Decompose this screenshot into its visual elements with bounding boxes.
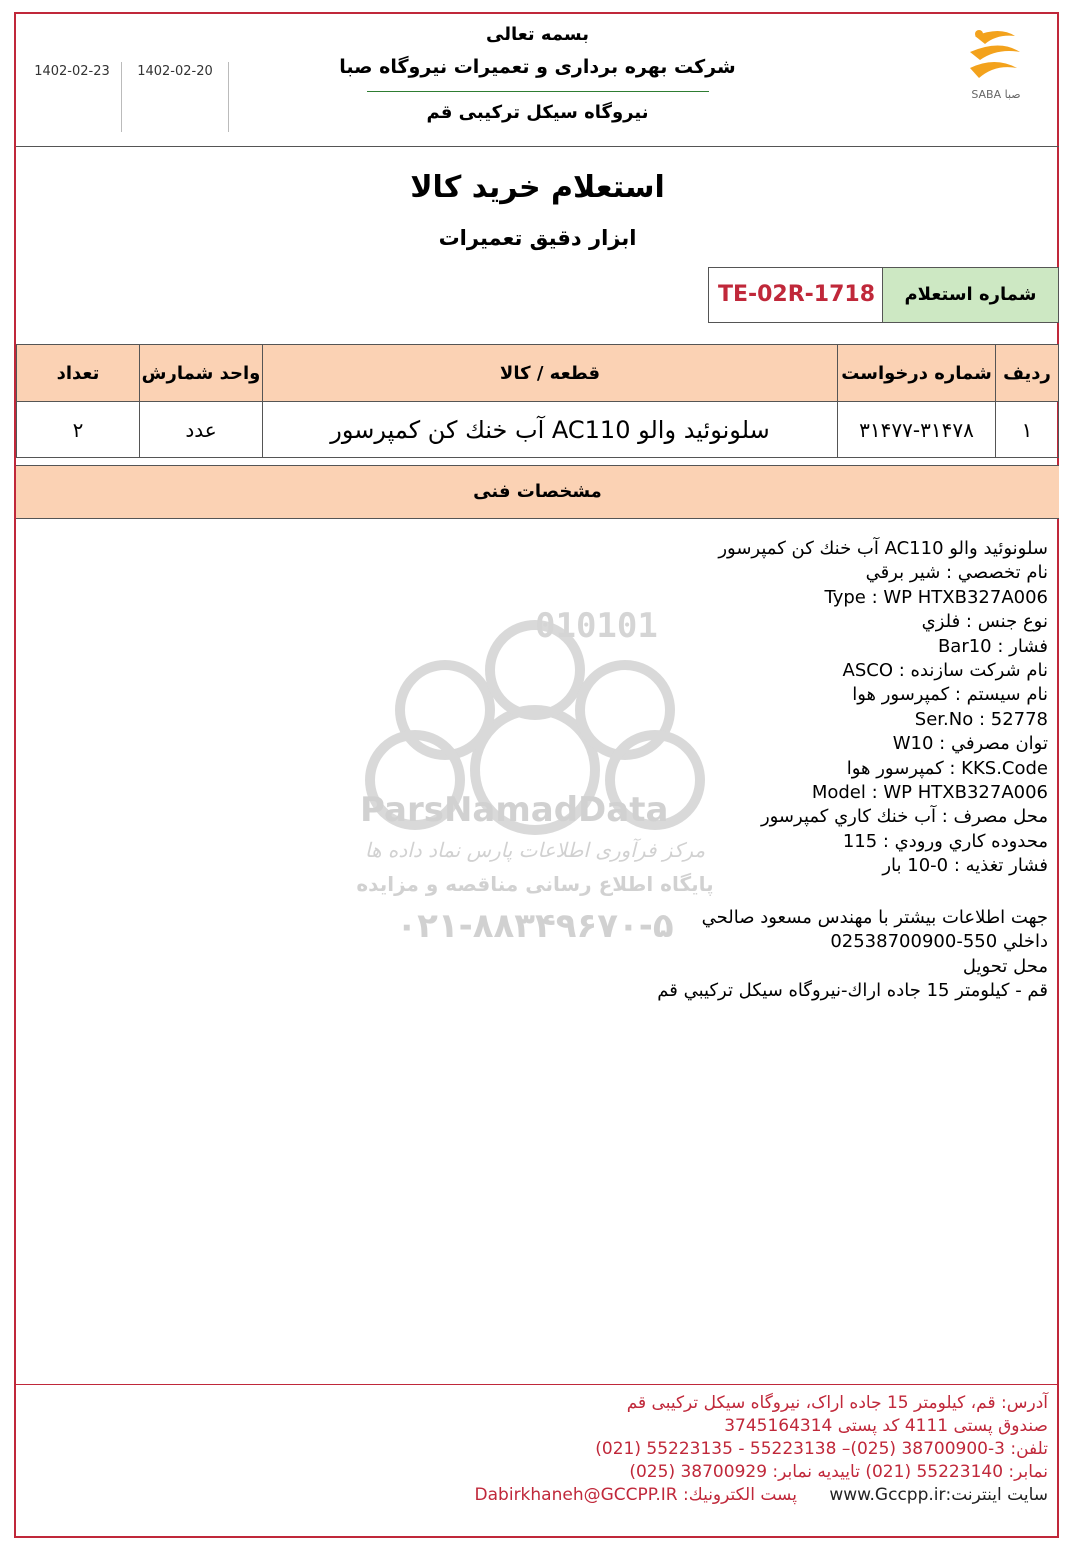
footer <box>288 1392 1048 1507</box>
contact-line: محل تحويل <box>962 955 1048 977</box>
spec-line: نام سيستم : كمپرسور هوا <box>852 684 1048 706</box>
col-row: ردیف <box>996 345 1059 402</box>
spec-line: Ser.No : 52778 <box>914 708 1048 730</box>
items-table <box>16 344 1059 458</box>
spec-line: محل مصرف : آب خنك كاري كمپرسور <box>760 806 1048 828</box>
spec-line: نوع جنس : فلزي <box>921 611 1048 633</box>
specs-list <box>348 537 1048 879</box>
cell-qty: ۲ <box>17 402 140 458</box>
plant-name: نیروگاه سیکل ترکیبی قم <box>426 102 649 123</box>
footer-fax: نمابر: 55223140 (021) تاییدیه نمابر: 38700929 (025) <box>629 1462 1048 1482</box>
footer-address: آدرس: قم، کیلومتر 15 جاده اراک، نیروگاه سیکل ترکیبی قم <box>626 1393 1048 1413</box>
footer-email-link[interactable]: پست الکترونیك: Dabirkhaneh@GCCPP.IR <box>474 1485 797 1505</box>
watermark-line1: مرکز فرآوری اطلاعات پارس نماد داده ها <box>364 838 706 862</box>
contact-line: داخلي 550-02538700900 <box>830 931 1048 953</box>
spec-line: محدوده كاري ورودي : 115 <box>842 830 1048 852</box>
watermark-phone: ۰۲۱-۸۸۳۴۹۶۷۰-۵ <box>396 906 674 946</box>
footer-website-link[interactable]: سایت اینترنت:www.Gccpp.ir <box>829 1485 1048 1505</box>
watermark-digits: 010101 <box>535 606 658 646</box>
col-unit: واحد شمارش <box>140 345 263 402</box>
footer-phone: تلفن: 3-38700900 (025)– 55223138 - 55223135 (021) <box>595 1439 1048 1459</box>
spec-line: Model : WP HTXB327A006 <box>811 782 1048 804</box>
cell-item: سلونوئید والو AC110 آب خنك كن كمپرسور <box>263 402 838 458</box>
date-secondary: 1402-02-23 <box>34 64 110 79</box>
spec-line: KKS.Code : كمپرسور هوا <box>846 757 1048 779</box>
basmala: بسمه تعالی <box>486 24 589 45</box>
specs-heading: مشخصات فنی <box>16 465 1059 519</box>
spec-line: فشار تغذيه : 0-10 بار <box>882 855 1048 877</box>
watermark-brand: ParsNamadData <box>360 790 669 830</box>
contact-line: قم - كيلومتر 15 جاده اراك-نيروگاه سيكل تركيبي قم <box>657 980 1048 1002</box>
inquiry-number: TE-02R-1718 <box>717 282 876 307</box>
watermark-line2: پایگاه اطلاع رسانی مناقصه و مزایده <box>356 872 714 896</box>
table-header-row <box>17 345 1059 402</box>
spec-line: سلونوئید والو AC110 آب خنك كن كمپرسور <box>718 538 1048 559</box>
inquiry-box <box>708 267 1059 323</box>
spec-line: Type : WP HTXB327A006 <box>824 586 1048 608</box>
footer-pobox: صندوق پستی 4111 کد پستی 3745164314 <box>724 1416 1048 1436</box>
spec-line: فشار : Bar10 <box>937 635 1048 657</box>
contact-line: جهت اطلاعات بيشتر با مهندس مسعود صالحي <box>701 907 1048 928</box>
col-item: قطعه / کالا <box>263 345 838 402</box>
col-request-number: شماره درخواست <box>838 345 996 402</box>
inquiry-label: شماره استعلام <box>882 268 1058 322</box>
header-divider <box>16 146 1059 147</box>
page-subtitle: ابزار دقیق تعمیرات <box>438 226 637 250</box>
spec-line: نام تخصصي : شير برقي <box>865 562 1048 584</box>
date-primary: 1402-02-20 <box>137 64 213 79</box>
footer-divider <box>16 1384 1059 1385</box>
table-row <box>17 402 1059 458</box>
header-underline <box>367 91 709 92</box>
page-title: استعلام خرید کالا <box>410 170 665 205</box>
col-qty: تعداد <box>17 345 140 402</box>
logo-wordmark: SABA صبا <box>971 88 1021 101</box>
spec-line: توان مصرفي : W10 <box>892 733 1048 755</box>
company-name: شرکت بهره برداری و تعمیرات نیروگاه صبا <box>339 56 736 78</box>
spec-line: نام شركت سازنده : ASCO <box>842 660 1048 682</box>
cell-row: ۱ <box>996 402 1059 458</box>
cell-request-number: ۳۱۴۷۷-۳۱۴۷۸ <box>838 402 996 458</box>
cell-unit: عدد <box>140 402 263 458</box>
contact-info <box>348 906 1048 1004</box>
